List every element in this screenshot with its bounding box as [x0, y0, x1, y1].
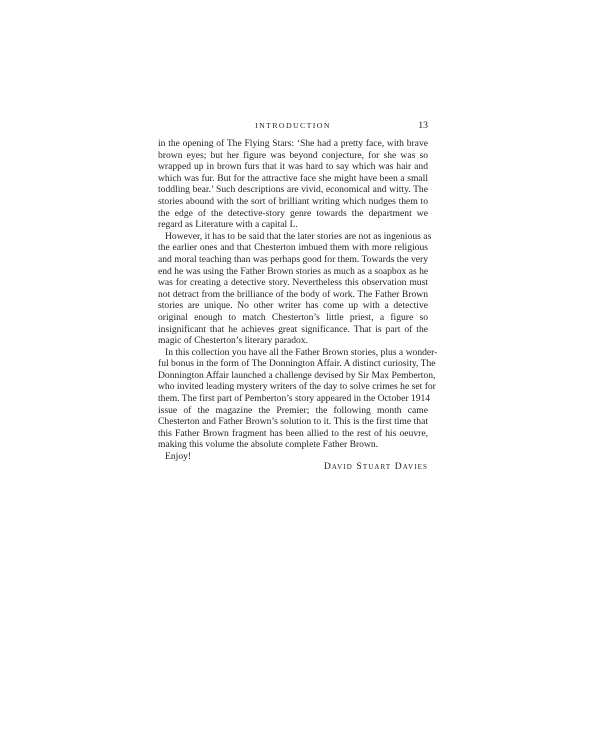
text-line: brown eyes; but her figure was beyond conjecture, for she was so — [158, 149, 428, 161]
page-header — [158, 121, 428, 135]
text-line: stories are unique. No other writer has come up with a detective — [158, 300, 428, 312]
text-line: end he was using the Father Brown stories as much as a soapbox as he — [158, 265, 429, 277]
text-line: However, it has to be said that the later stories are not as ingenious as — [165, 230, 432, 242]
text-line: regard as Literature with a capital L. — [158, 219, 298, 231]
text-line: Enjoy! — [165, 451, 192, 463]
text-line: the edge of the detective-story genre towards the department we — [158, 207, 428, 219]
text-line: was for creating a detective story. Nevertheless this observation must — [158, 277, 428, 289]
text-line: wrapped up in brown furs that it was hard to say which was hair and — [158, 161, 428, 173]
text-line: in the opening of The Flying Stars: ‘She had a pretty face, with brave — [158, 138, 428, 149]
body-text — [158, 138, 438, 463]
text-line: issue of the magazine the Premier; the following month came — [158, 404, 428, 416]
text-line: this Father Brown fragment has been allied to the rest of his oeuvre, — [158, 427, 428, 439]
text-line: who invited leading mystery writers of the day to solve crimes he set for — [158, 381, 436, 393]
text-line: Donnington Affair launched a challenge devised by Sir Max Pemberton, — [158, 369, 436, 381]
running-title: INTRODUCTION — [255, 121, 331, 130]
text-line: original enough to match Chesterton’s little priest, a figure so — [158, 311, 428, 323]
text-line: the earlier ones and that Chesterton imbued them with more religious — [158, 242, 428, 254]
text-line: making this volume the absolute complete Father Brown. — [158, 439, 379, 451]
paragraph — [158, 346, 438, 451]
text-line: magic of Chesterton’s literary paradox. — [158, 335, 308, 347]
text-line: stories abound with the sort of brilliant writing which nudges them to — [158, 195, 428, 207]
text-line: them. The first part of Pemberton’s story appeared in the October 1914 — [158, 393, 431, 405]
text-line: Chesterton and Father Brown’s solution to it. This is the first time that — [158, 416, 428, 428]
text-line: toddling bear.’ Such descriptions are vivid, economical and witty. The — [158, 184, 428, 196]
author-signature: David Stuart Davies — [323, 461, 428, 472]
text-line: insignificant that he achieves great significance. That is part of the — [158, 323, 428, 335]
paragraph — [158, 138, 428, 231]
text-line: ful bonus in the form of The Donnington Affair. A distinct curiosity, The — [158, 358, 436, 370]
text-line: not detract from the brilliance of the body of work. The Father Brown — [158, 288, 428, 300]
page-number: 13 — [418, 120, 428, 131]
text-line: In this collection you have all the Father Brown stories, plus a wonder- — [165, 346, 438, 358]
paragraph — [158, 230, 432, 347]
text-line: which was fur. But for the attractive face she might have been a small — [158, 172, 428, 184]
text-line: and moral teaching than was perhaps good for them. Towards the very — [158, 253, 428, 265]
